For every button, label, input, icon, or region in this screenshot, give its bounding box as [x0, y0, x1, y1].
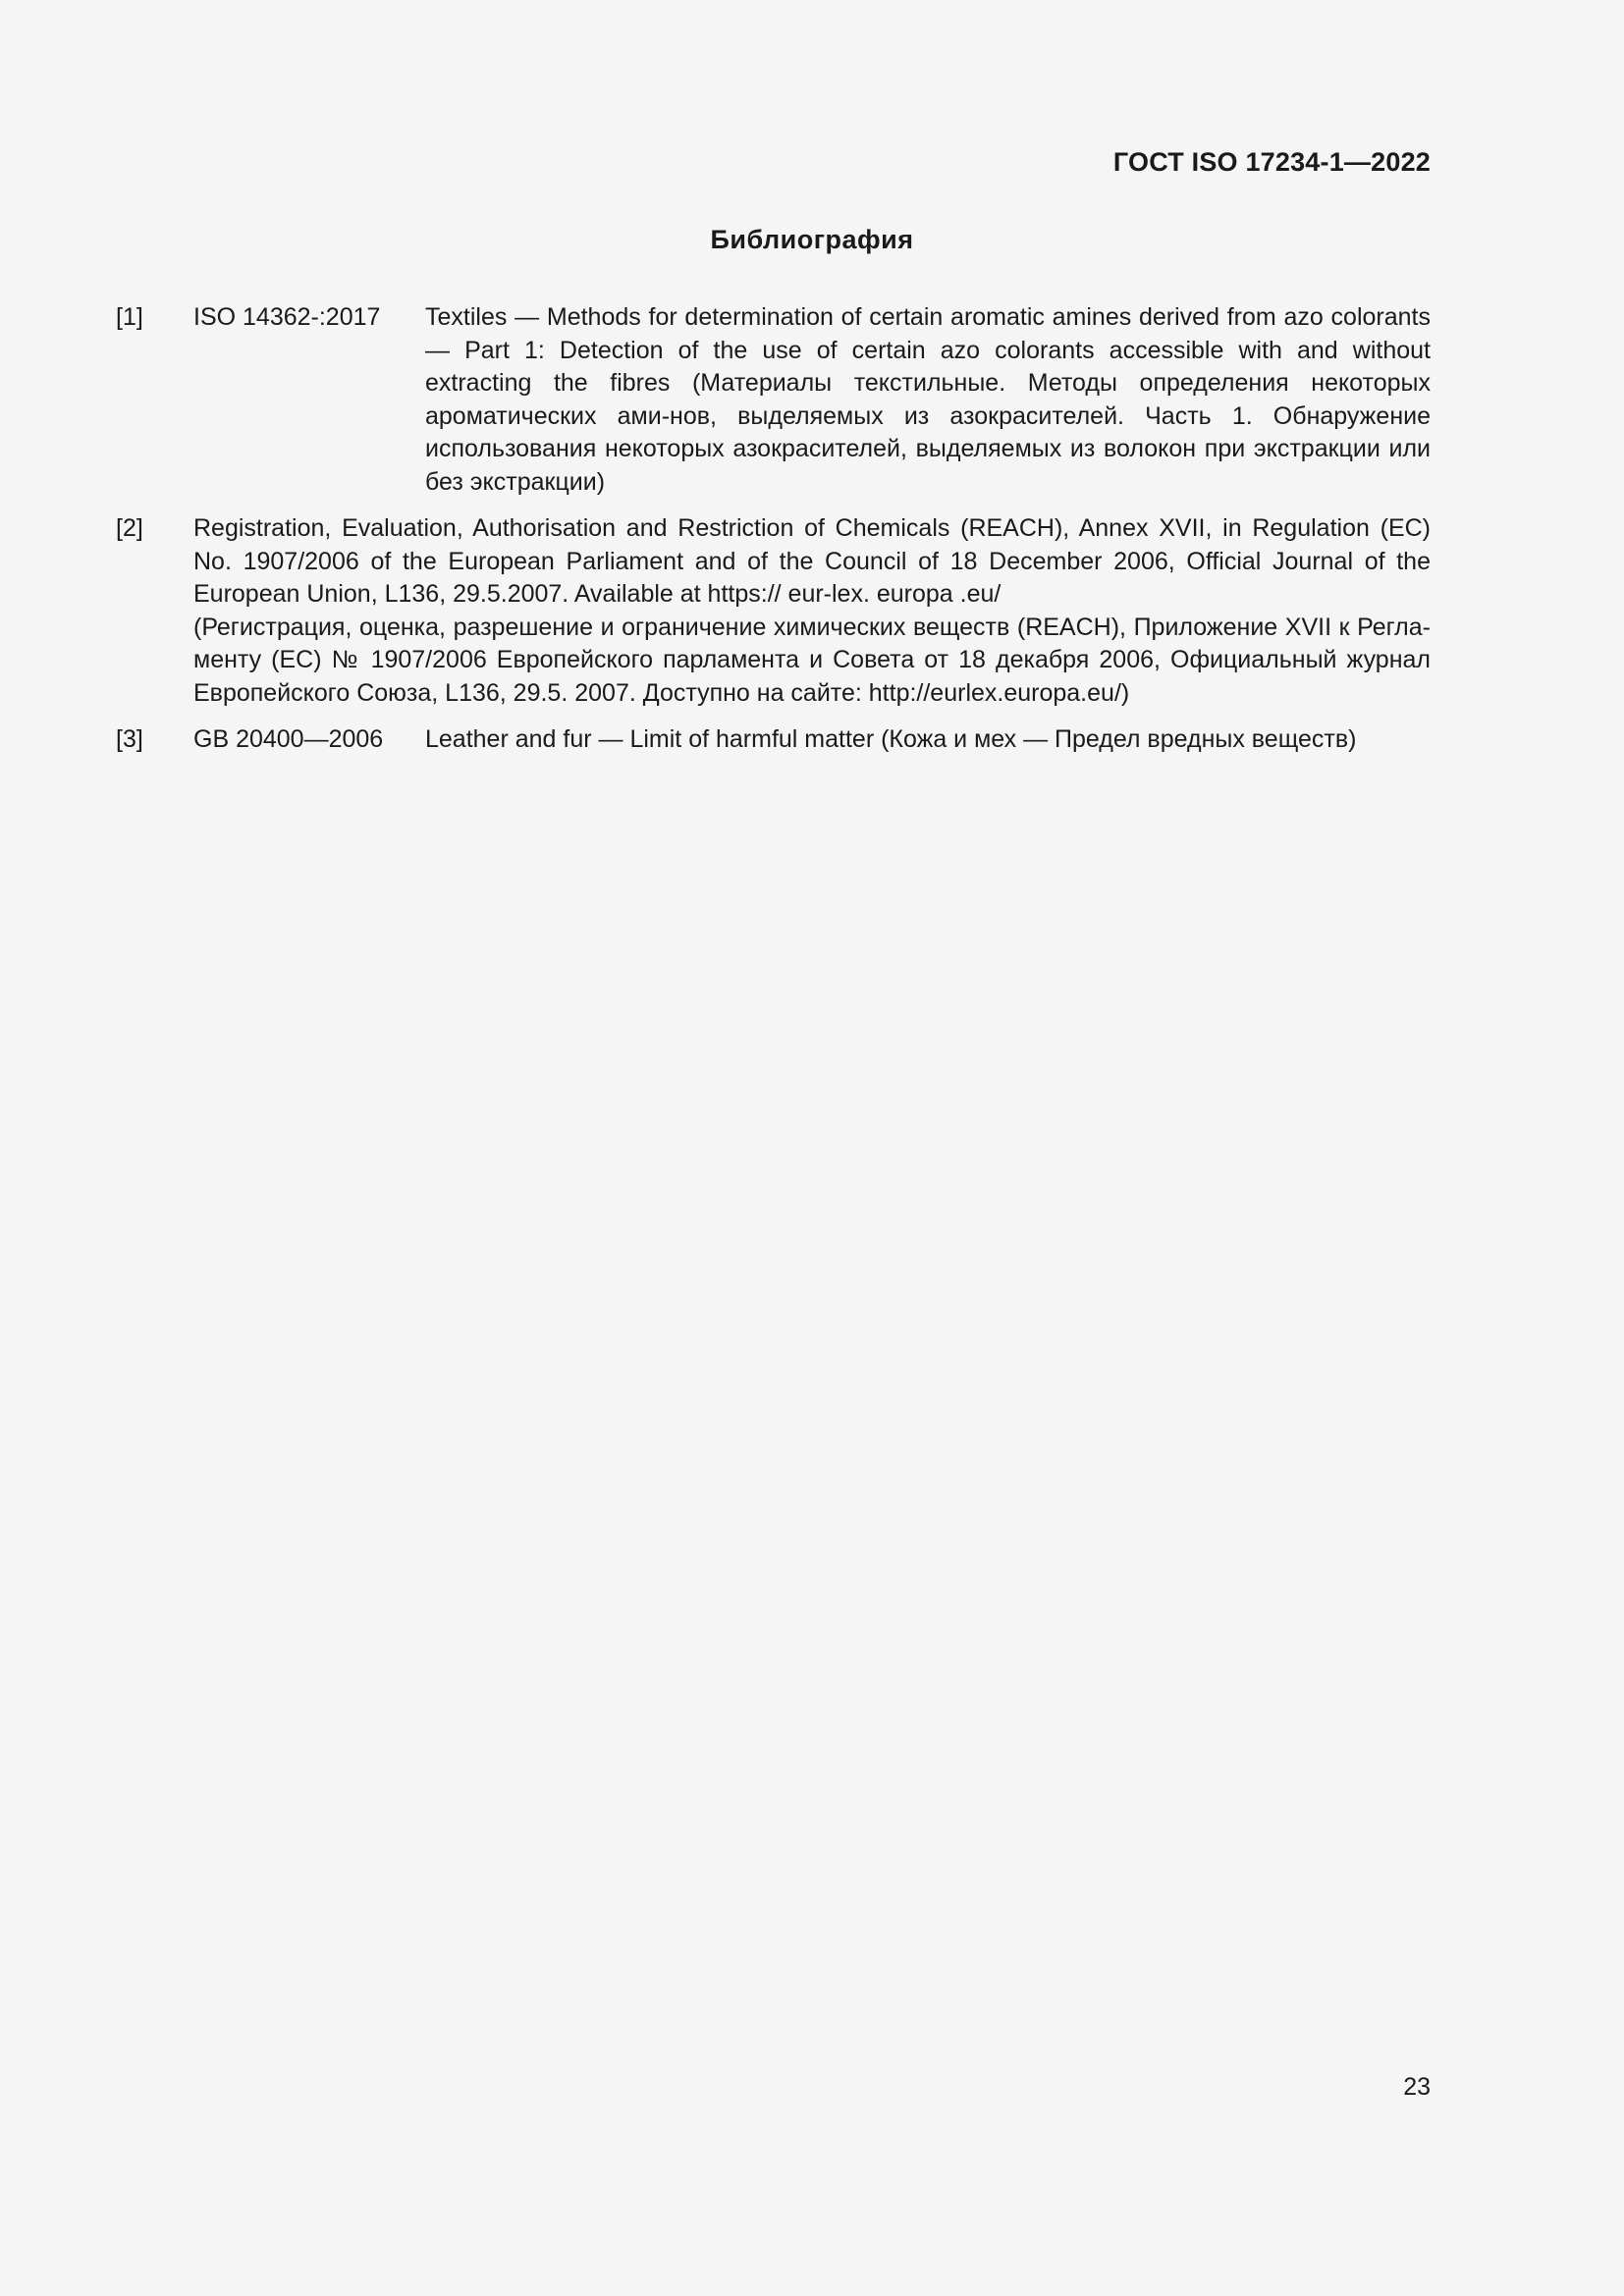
entry-title-en: Registration, Evaluation, Authorisation and Restriction of Chemicals (REACH), Annex XVII, in Regulation (EC) No. 1907/2006 of the European Parliament and of the Council of 18 December 2006, Official Journal of the European Union, L136, 29.5.2007. Available at https:// eur-lex. europa .eu/	[193, 514, 1431, 608]
entry-title: Leather and fur — Limit of harmful matter (Кожа и мех — Предел вредных веществ)	[425, 725, 1357, 753]
section-title: Библиография	[710, 225, 914, 254]
entry-title	[193, 512, 1431, 710]
bibliography-entry	[116, 512, 1431, 710]
entry-title-ru: (Регистрация, оценка, разрешение и ограничение химических веществ (REACH), Приложение XVII к Регла-менту (ЕС) № 1907/2006 Европейского парламента и Совета от 18 декабря 2006, Официальный журнал Европейского Союза, L136, 29.5. 2007. Доступно на сайте: http://eurlex.europa.eu/)	[193, 613, 1431, 707]
entry-number: [2]	[116, 514, 143, 542]
page-number: 23	[1403, 2073, 1431, 2101]
entry-title: Textiles — Methods for determination of certain aromatic amines derived from azo colorants — Part 1: Detection of the use of certain azo colorants accessible with and without extracting the fibres (Материалы текстильные. Методы определения некоторых ароматических ами-нов, выделяемых из азокрасителей. Часть 1. Обнаружение использования некоторых азокрасителей, выделяемых из волокон при экстракции или без экстракции)	[425, 303, 1431, 496]
entry-number: [3]	[116, 725, 143, 753]
entry-number: [1]	[116, 303, 143, 331]
bibliography-entry	[116, 723, 1431, 757]
document-code-header: ГОСТ ISO 17234-1—2022	[1112, 147, 1431, 177]
entry-code: GB 20400—2006	[193, 725, 384, 753]
bibliography-list	[116, 301, 1431, 771]
entry-code: ISO 14362-:2017	[193, 303, 381, 331]
bibliography-entry	[116, 301, 1431, 499]
